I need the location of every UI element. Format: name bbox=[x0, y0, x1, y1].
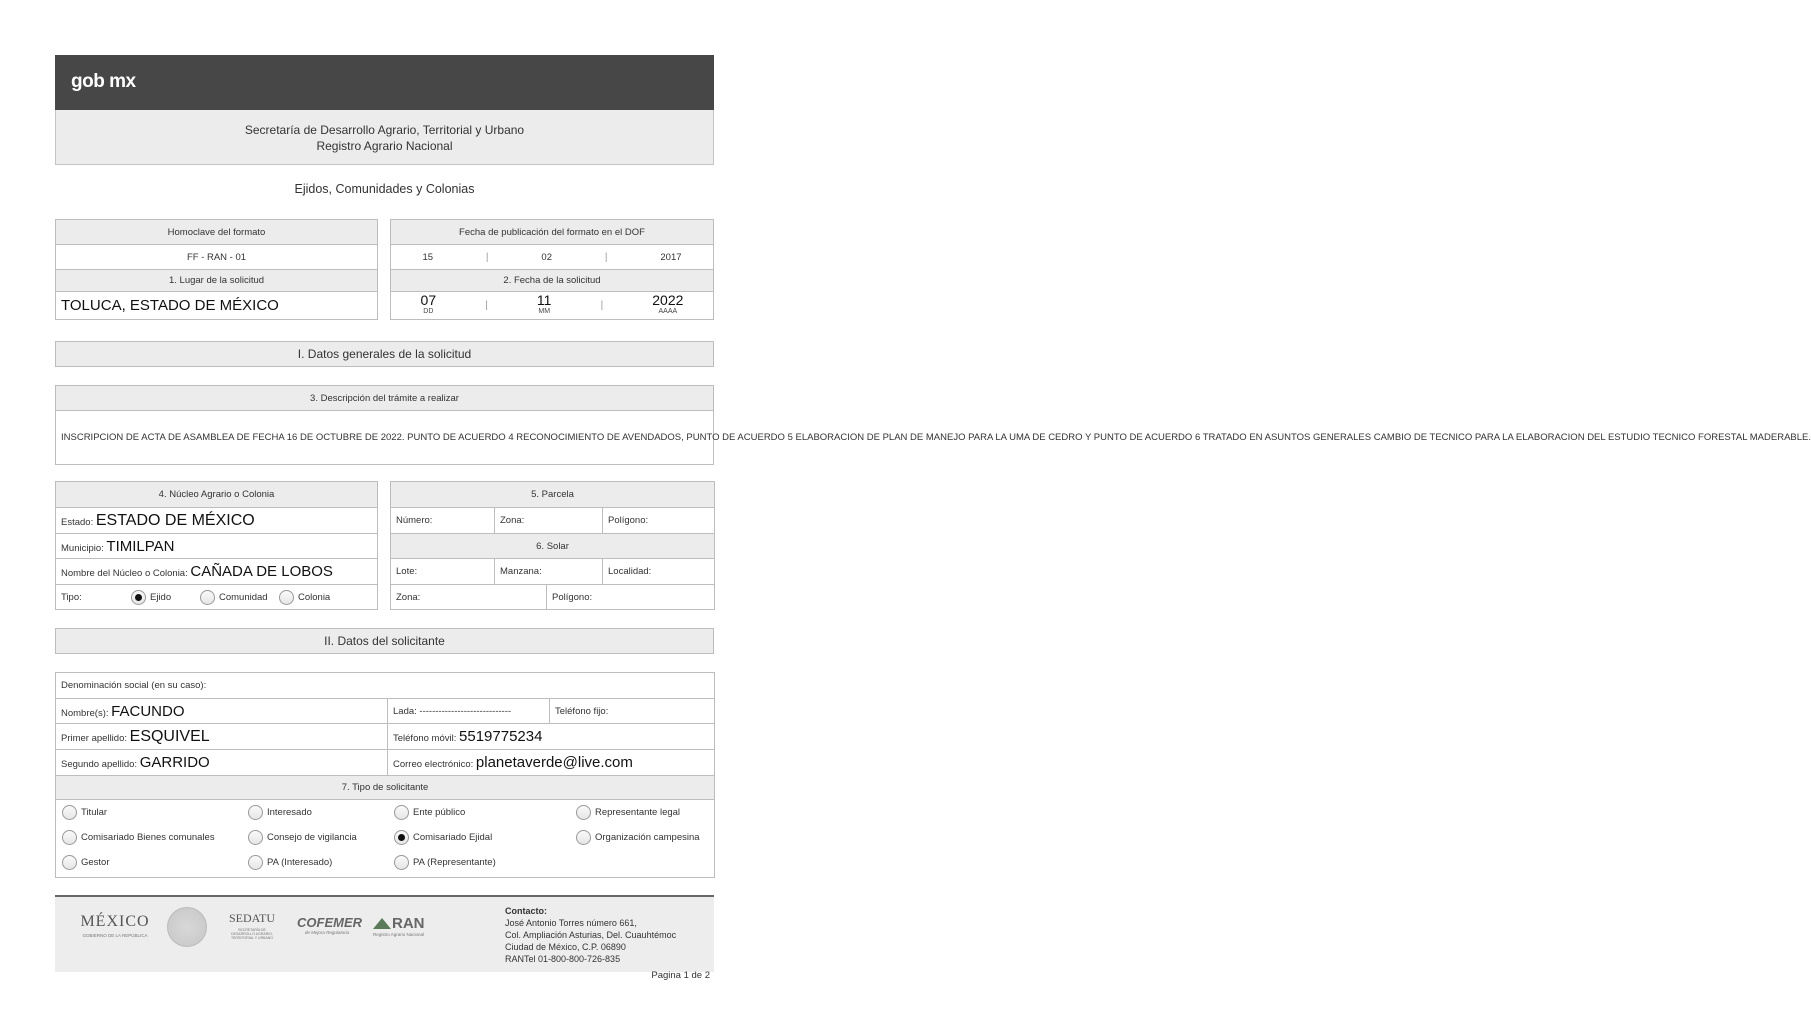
fecha-label: 2. Fecha de la solicitud bbox=[391, 270, 714, 292]
homoclave-label: Homoclave del formato bbox=[56, 220, 378, 245]
meta-right-table bbox=[390, 219, 714, 320]
sedatu-logo-sub: SECRETARÍA DE DESARROLLO AGRARIO, TERRITORIAL Y URBANO bbox=[230, 928, 274, 940]
secretaria-name: Secretaría de Desarrollo Agrario, Territorial y Urbano bbox=[244, 123, 525, 137]
nombre-label: Nombre(s): bbox=[61, 707, 109, 719]
ejido-label: Ejido bbox=[150, 591, 172, 603]
municipio-value: TIMILPAN bbox=[106, 537, 175, 555]
lugar-label: 1. Lugar de la solicitud bbox=[56, 270, 378, 292]
parcela-header: 5. Parcela bbox=[391, 482, 715, 508]
organizacion-campesina-label: Organización campesina bbox=[595, 832, 700, 844]
mexico-logo-text: MÉXICO bbox=[80, 913, 150, 930]
solar-localidad-field[interactable]: Localidad: bbox=[603, 559, 715, 585]
tipo-solicitante-header: 7. Tipo de solicitante bbox=[56, 776, 715, 800]
ran-logo bbox=[373, 915, 433, 937]
dof-year: 2017 bbox=[660, 251, 682, 263]
comisariado-ejidal-label: Comisariado Ejidal bbox=[413, 832, 493, 844]
nucleo-label: Nombre del Núcleo o Colonia: bbox=[61, 568, 188, 579]
lugar-field[interactable] bbox=[56, 292, 378, 320]
comisariado-ejidal-option[interactable] bbox=[394, 830, 492, 845]
nucleo-field[interactable] bbox=[56, 559, 378, 585]
cofemer-logo-text: COFEMER bbox=[297, 915, 362, 930]
nucleo-table bbox=[55, 481, 378, 610]
titular-option[interactable] bbox=[62, 805, 107, 820]
telfijo-field[interactable]: Teléfono fijo: bbox=[550, 699, 715, 724]
comisariado-bienes-option[interactable] bbox=[62, 830, 215, 845]
section-1-header: I. Datos generales de la solicitud bbox=[55, 341, 714, 367]
consejo-vigilancia-radio[interactable] bbox=[248, 830, 263, 845]
municipio-label: Municipio: bbox=[61, 542, 104, 554]
comisariado-ejidal-radio[interactable] bbox=[394, 830, 409, 845]
lada-label: Lada: bbox=[393, 705, 417, 717]
correo-value: planetaverde@live.com bbox=[475, 754, 633, 771]
ente-publico-option[interactable] bbox=[394, 805, 465, 820]
fecha-year: 2022 bbox=[652, 291, 684, 308]
colonia-radio[interactable] bbox=[279, 590, 294, 605]
solar-lote-field[interactable]: Lote: bbox=[391, 559, 495, 585]
document-title: Ejidos, Comunidades y Colonias bbox=[294, 182, 475, 196]
separator: | bbox=[485, 300, 488, 311]
ejido-radio[interactable] bbox=[131, 590, 146, 605]
parcela-poligono-field[interactable]: Polígono: bbox=[603, 508, 715, 534]
sedatu-logo bbox=[227, 911, 277, 940]
estado-label: Estado: bbox=[61, 516, 94, 528]
tipo-field bbox=[56, 585, 378, 610]
parcela-zona-field[interactable]: Zona: bbox=[495, 508, 603, 534]
ran-logo-sub: Registro Agrario Nacional bbox=[373, 932, 425, 937]
gestor-radio[interactable] bbox=[62, 855, 77, 870]
estado-value: ESTADO DE MÉXICO bbox=[95, 511, 255, 529]
pa-interesado-label: PA (Interesado) bbox=[267, 857, 333, 869]
lada-dashes: ----------------------------- bbox=[419, 705, 512, 717]
fecha-day: 07 bbox=[420, 291, 437, 308]
correo-label: Correo electrónico: bbox=[393, 759, 474, 770]
representante-legal-option[interactable] bbox=[576, 805, 680, 820]
tipo-label: Tipo: bbox=[61, 591, 82, 603]
solar-manzana-field[interactable]: Manzana: bbox=[495, 559, 603, 585]
mexico-logo-sub: GOBIERNO DE LA REPÚBLICA bbox=[82, 933, 148, 938]
nucleo-value: CAÑADA DE LOBOS bbox=[190, 563, 333, 580]
description-label: 3. Descripción del trámite a realizar bbox=[56, 386, 714, 411]
lugar-value: TOLUCA, ESTADO DE MÉXICO bbox=[61, 297, 279, 314]
interesado-option[interactable] bbox=[248, 805, 312, 820]
comunidad-label: Comunidad bbox=[219, 591, 268, 603]
page-number: Pagina 1 de 2 bbox=[651, 970, 710, 981]
aaaa-caption: AAAA bbox=[658, 307, 678, 315]
gobmx-header-bar bbox=[55, 55, 714, 110]
cofemer-logo-sub: de Mejora Regulatoria bbox=[304, 930, 350, 935]
organizacion-campesina-radio[interactable] bbox=[576, 830, 591, 845]
interesado-radio[interactable] bbox=[248, 805, 263, 820]
nombre-field[interactable] bbox=[56, 699, 388, 724]
correo-field[interactable] bbox=[388, 750, 715, 776]
comunidad-radio[interactable] bbox=[200, 590, 215, 605]
solicitante-table bbox=[55, 672, 715, 878]
pa-interesado-radio[interactable] bbox=[248, 855, 263, 870]
gobmx-logo: gob mx bbox=[71, 71, 136, 92]
contact-block bbox=[505, 905, 676, 965]
pa-representante-option[interactable] bbox=[394, 855, 496, 870]
fecha-field[interactable] bbox=[391, 292, 714, 320]
dof-day: 15 bbox=[422, 251, 434, 263]
representante-legal-radio[interactable] bbox=[576, 805, 591, 820]
dof-label: Fecha de publicación del formato en el DOF bbox=[391, 220, 714, 245]
gestor-option[interactable] bbox=[62, 855, 110, 870]
ente-publico-label: Ente público bbox=[413, 807, 466, 819]
separator: | bbox=[600, 300, 604, 311]
nombre-value: FACUNDO bbox=[111, 702, 185, 720]
denominacion-field[interactable]: Denominación social (en su caso): bbox=[56, 673, 715, 699]
municipio-field[interactable] bbox=[56, 534, 378, 559]
estado-field[interactable] bbox=[56, 508, 378, 534]
parcela-numero-field[interactable]: Número: bbox=[391, 508, 495, 534]
colonia-label: Colonia bbox=[298, 591, 331, 603]
ente-publico-radio[interactable] bbox=[394, 805, 409, 820]
separator: | bbox=[485, 251, 489, 263]
segundo-apellido-field[interactable] bbox=[56, 750, 388, 776]
segundo-apellido-value: GARRIDO bbox=[139, 754, 210, 771]
lada-field[interactable] bbox=[388, 699, 550, 724]
primer-apellido-field[interactable] bbox=[56, 724, 388, 750]
contact-line-3: Ciudad de México, C.P. 06890 bbox=[505, 942, 626, 952]
contact-line-2: Col. Ampliación Asturias, Del. Cuauhtémoc bbox=[505, 930, 677, 940]
organizacion-campesina-option[interactable] bbox=[576, 830, 700, 845]
movil-label: Teléfono móvil: bbox=[393, 733, 457, 744]
interesado-label: Interesado bbox=[267, 807, 312, 819]
ran-logo-text: RAN bbox=[392, 915, 425, 932]
contact-line-1: José Antonio Torres número 661, bbox=[505, 918, 637, 928]
comisariado-bienes-radio[interactable] bbox=[62, 830, 77, 845]
tipo-solicitante-options bbox=[56, 800, 715, 878]
primer-apellido-value: ESQUIVEL bbox=[129, 727, 210, 745]
consejo-vigilancia-option[interactable] bbox=[248, 830, 357, 845]
pa-representante-radio[interactable] bbox=[394, 855, 409, 870]
description-text[interactable]: INSCRIPCION DE ACTA DE ASAMBLEA DE FECHA 16 DE OCTUBRE DE 2022. PUNTO DE ACUERDO 4 RECONOCIMIENTO DE AVENDADOS, PUNTO DE ACUERDO 5 ELABORACION DE PLAN DE MANEJO PARA LA UMA DE CEDRO Y PUNTO DE ACUERDO 6 TRATADO EN ASUNTOS GENERALES CAMBIO DE TECNICO PARA LA ELABORACION DEL ESTUDIO TECNICO FORESTAL MADERABLE. bbox=[56, 411, 714, 465]
separator: | bbox=[604, 251, 608, 263]
parcela-solar-table bbox=[390, 481, 715, 610]
fecha-month: 11 bbox=[536, 291, 552, 308]
titular-radio[interactable] bbox=[62, 805, 77, 820]
solar-zona-field[interactable]: Zona: bbox=[391, 585, 547, 610]
cofemer-logo bbox=[297, 915, 362, 935]
ran-mountain-icon bbox=[373, 918, 391, 929]
footer bbox=[55, 895, 714, 972]
secretaria-box bbox=[55, 110, 714, 165]
pa-representante-label: PA (Representante) bbox=[413, 857, 496, 869]
movil-value: 5519775234 bbox=[459, 728, 543, 745]
registro-name: Registro Agrario Nacional bbox=[316, 139, 453, 153]
gestor-label: Gestor bbox=[81, 857, 110, 869]
description-table bbox=[55, 385, 1811, 465]
dof-month: 02 bbox=[541, 251, 552, 263]
mexico-logo bbox=[75, 913, 155, 938]
section-2-header: II. Datos del solicitante bbox=[55, 628, 714, 654]
mm-caption: MM bbox=[538, 307, 551, 315]
movil-field[interactable] bbox=[388, 724, 715, 750]
primer-apellido-label: Primer apellido: bbox=[61, 732, 127, 744]
pa-interesado-option[interactable] bbox=[248, 855, 332, 870]
nucleo-header: 4. Núcleo Agrario o Colonia bbox=[56, 482, 378, 508]
sedatu-logo-text: SEDATU bbox=[228, 911, 275, 925]
meta-left-table bbox=[55, 219, 378, 320]
titular-label: Titular bbox=[81, 807, 108, 819]
solar-header: 6. Solar bbox=[391, 534, 715, 559]
representante-legal-label: Representante legal bbox=[595, 807, 681, 819]
dd-caption: DD bbox=[423, 307, 434, 315]
coat-of-arms-seal-icon bbox=[167, 907, 207, 947]
solar-poligono-field[interactable]: Polígono: bbox=[547, 585, 715, 610]
consejo-vigilancia-label: Consejo de vigilancia bbox=[267, 832, 357, 844]
homoclave-value: FF - RAN - 01 bbox=[56, 245, 378, 270]
segundo-apellido-label: Segundo apellido: bbox=[61, 759, 138, 770]
comisariado-bienes-label: Comisariado Bienes comunales bbox=[81, 832, 215, 844]
dof-date bbox=[391, 245, 714, 270]
contact-line-4: RANTel 01-800-800-726-835 bbox=[505, 954, 621, 964]
contact-title: Contacto: bbox=[505, 906, 547, 916]
